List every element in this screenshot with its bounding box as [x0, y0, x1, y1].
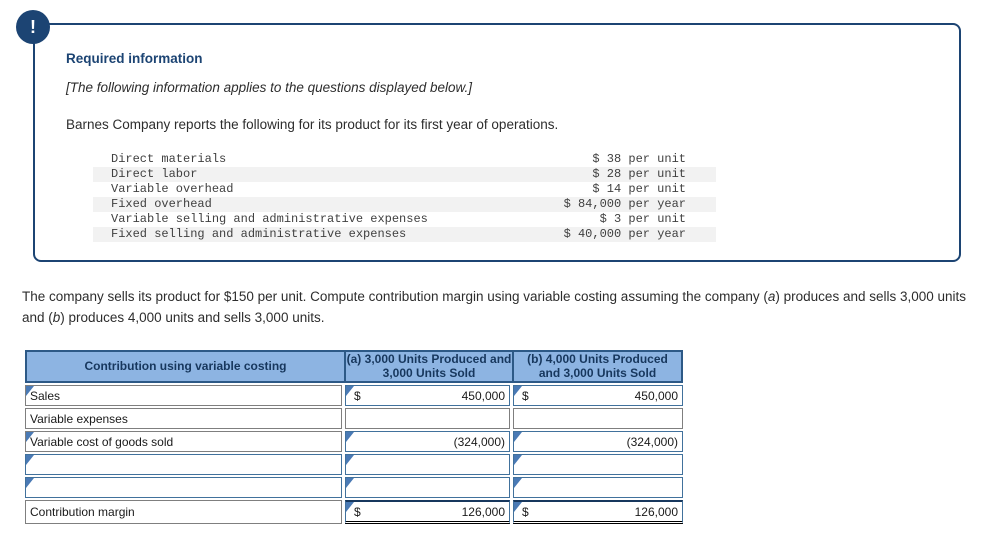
question-text: [22, 286, 980, 328]
table-row-contribution-margin: [25, 500, 683, 524]
cost-row-fixed-overhead: [93, 197, 716, 212]
header-col-b-line1: (b) 4,000 Units Produced: [527, 352, 668, 366]
dollar-sign: $: [354, 388, 361, 403]
cell-value: 450,000: [634, 388, 678, 403]
header-col-a: [344, 352, 512, 381]
dollar-sign: $: [522, 504, 529, 519]
required-information-panel: [33, 23, 961, 262]
header-col-a-line1: (a) 3,000 Units Produced and: [346, 352, 512, 366]
input-cell-empty2-b[interactable]: [513, 477, 683, 498]
cell-value: (324,000): [453, 434, 505, 449]
applies-to-questions-note: [The following information applies to the questions displayed below.]: [66, 80, 472, 95]
cost-row-fixed-selling-admin: [93, 227, 716, 242]
cost-data-list: [93, 152, 716, 242]
header-col-a-line2: 3,000 Units Sold: [382, 365, 476, 380]
contribution-margin-worksheet: [25, 350, 683, 524]
cost-label: Fixed selling and administrative expenses: [111, 227, 407, 241]
table-row-sales: [25, 385, 683, 406]
table-row-variable-expenses: [25, 408, 683, 429]
intro-text: Barnes Company reports the following for its product for its first year of operations.: [66, 117, 559, 132]
cost-value: $ 40,000 per year: [563, 227, 686, 241]
cell-value: 126,000: [634, 504, 678, 519]
cell-value: 450,000: [461, 388, 505, 403]
input-cell-empty1-label[interactable]: [25, 454, 342, 475]
row-label-sales: [25, 385, 342, 406]
header-col-b-line2: and 3,000 Units Sold: [538, 365, 657, 380]
row-label-variable-cogs[interactable]: [25, 431, 342, 452]
cost-row-direct-labor: [93, 167, 716, 182]
cost-value: $ 28 per unit: [592, 167, 686, 181]
cost-label: Fixed overhead: [111, 197, 212, 211]
alert-exclamation-icon: [16, 10, 50, 44]
input-cell-empty2-a[interactable]: [345, 477, 510, 498]
row-label-text: Sales: [30, 388, 61, 403]
cost-label: Variable selling and administrative expenses: [111, 212, 428, 226]
input-cell-sales-a[interactable]: [345, 385, 510, 406]
dollar-sign: $: [354, 504, 361, 519]
row-label-text: Variable cost of goods sold: [30, 434, 174, 449]
row-label-contribution-margin: [25, 500, 342, 524]
exclamation-glyph: !: [30, 16, 36, 37]
cost-label: Direct labor: [111, 167, 198, 181]
cost-row-direct-materials: [93, 152, 716, 167]
cost-value: $ 84,000 per year: [563, 197, 686, 211]
static-cell-variable-expenses-b: [513, 408, 683, 429]
required-information-title: Required information: [66, 51, 203, 66]
input-cell-empty1-a[interactable]: [345, 454, 510, 475]
worksheet-header-row: [25, 350, 683, 383]
input-cell-variable-cogs-b[interactable]: [513, 431, 683, 452]
question-italic-b: b: [52, 310, 61, 325]
question-part: ) produces 4,000 units and sells 3,000 units.: [60, 310, 325, 325]
cost-value: $ 14 per unit: [592, 182, 686, 196]
cost-row-variable-overhead: [93, 182, 716, 197]
cell-value: (324,000): [626, 434, 678, 449]
question-part: ) produces and sells 3,000 units and (: [22, 289, 967, 325]
dollar-sign: $: [522, 388, 529, 403]
cost-label: Variable overhead: [111, 182, 234, 196]
question-italic-a: a: [767, 289, 776, 304]
row-label-text: Contribution margin: [30, 505, 135, 519]
input-cell-sales-b[interactable]: [513, 385, 683, 406]
question-part: The company sells its product for $150 per unit. Compute contribution margin using variable costing assuming the company (: [22, 289, 768, 304]
input-cell-contribution-margin-a[interactable]: [345, 500, 510, 524]
table-row-empty-1: [25, 454, 683, 475]
cost-value: $ 38 per unit: [592, 152, 686, 166]
header-contribution-using-variable-costing: Contribution using variable costing: [84, 358, 287, 373]
input-cell-empty2-label[interactable]: [25, 477, 342, 498]
input-cell-variable-cogs-a[interactable]: [345, 431, 510, 452]
input-cell-contribution-margin-b[interactable]: [513, 500, 683, 524]
cost-label: Direct materials: [111, 152, 227, 166]
table-row-variable-cogs: [25, 431, 683, 452]
static-cell-variable-expenses-a: [345, 408, 510, 429]
table-row-empty-2: [25, 477, 683, 498]
cell-value: 126,000: [461, 504, 505, 519]
cost-row-variable-selling-admin: [93, 212, 716, 227]
input-cell-empty1-b[interactable]: [513, 454, 683, 475]
header-col-b: [512, 352, 681, 381]
cost-value: $ 3 per unit: [599, 212, 686, 226]
row-label-variable-expenses: [25, 408, 342, 429]
row-label-text: Variable expenses: [30, 411, 128, 426]
